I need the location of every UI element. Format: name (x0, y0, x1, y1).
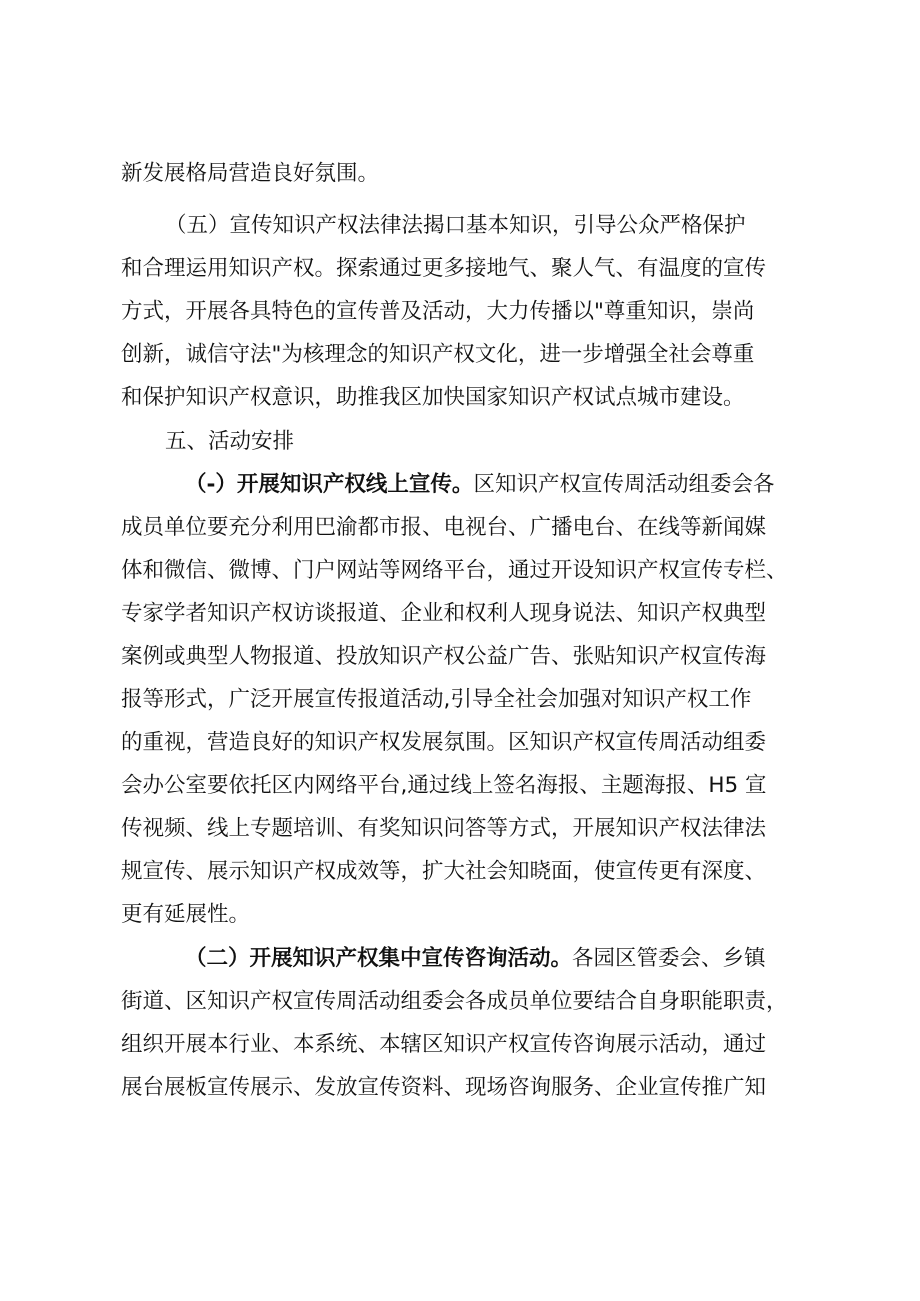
paragraph-line: 更有延展性。 (121, 902, 251, 927)
paragraph-line: 成员单位要充分利用巴渝都市报、电视台、广播电台、在线等新闻媒 (121, 515, 767, 540)
paragraph-line: （五）宣传知识产权法律法揭口基本知识，引导公众严格保护 (165, 213, 746, 238)
paragraph-line: 案例或典型人物报道、投放知识产权公益广告、张贴知识产权宣传海 (121, 644, 767, 669)
paragraph-line: 会办公室要依托区内网络平台,通过线上签名海报、主题海报、H5 宣 (121, 773, 767, 798)
item-text: 各园区管委会、乡镇 (572, 946, 766, 971)
paragraph-line: 专家学者知识产权访谈报道、企业和权利人现身说法、知识产权典型 (121, 601, 767, 626)
paragraph-line: 组织开展本行业、本系统、本辖区知识产权宣传咨询展示活动，通过 (121, 1032, 767, 1057)
item-heading: （二）开展知识产权集中宣传咨询活动。 (185, 946, 573, 971)
paragraph-line: 和保护知识产权意识，助推我区加快国家知识产权试点城市建设。 (121, 385, 745, 410)
paragraph-line: 街道、区知识产权宣传周活动组委会各成员单位要结合自身职能职责， (121, 989, 788, 1014)
paragraph-line: 展台展板宣传展示、发放宣传资料、现场咨询服务、企业宣传推广知 (121, 1075, 767, 1100)
paragraph-line: 传视频、线上专题培训、有奖知识问答等方式，开展知识产权法律法 (121, 816, 767, 841)
paragraph-line: 创新，诚信守法"为核理念的知识产权文化，进一步增强全社会尊重 (121, 342, 755, 367)
paragraph-line: 新发展格局营造良好氛围。 (121, 161, 380, 186)
item-heading-line (185, 944, 766, 974)
item-heading-line (185, 470, 774, 500)
paragraph-line: 报等形式，广泛开展宣传报道活动,引导全社会加强对知识产权工作 (121, 687, 752, 712)
paragraph-line: 规宣传、展示知识产权成效等，扩大社会知晓面，使宣传更有深度、 (121, 859, 767, 884)
paragraph-line: 和合理运用知识产权。探索通过更多接地气、聚人气、有温度的宣传 (121, 256, 767, 281)
item-text: 区知识产权宣传周活动组委会各 (473, 472, 775, 497)
section-heading: 五、活动安排 (165, 429, 295, 454)
paragraph-line: 方式，开展各具特色的宣传普及活动，大力传播以"尊重知识，崇尚 (121, 299, 755, 324)
paragraph-line: 体和微信、微博、门户网站等网络平台，通过开设知识产权宣传专栏、 (121, 558, 788, 583)
paragraph-line: 的重视，营造良好的知识产权发展氛围。区知识产权宣传周活动组委 (121, 730, 767, 755)
item-heading: （-）开展知识产权线上宣传。 (185, 472, 474, 497)
